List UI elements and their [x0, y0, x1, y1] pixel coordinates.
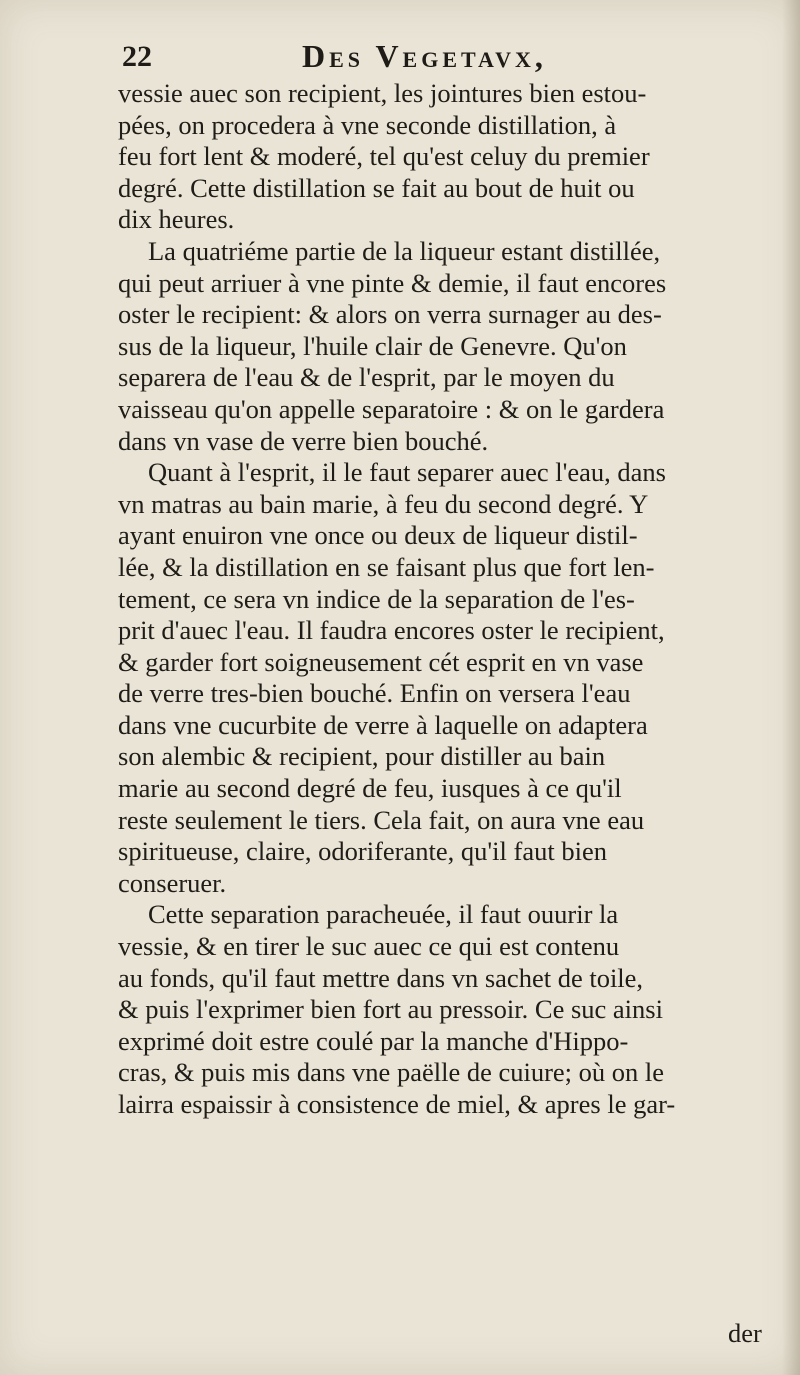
- paragraph-4: Cette separation paracheuée, il faut ouurir la vessie, & en tirer le suc auec ce qui est contenu au fonds, qu'il faut mettre dans vn sachet de toile, & puis l'exprimer bien fort au pressoir. Ce suc ainsi exprimé doit estre coulé par la manche d'Hippo- cras, & puis mis dans vne paëlle de cuiure; où on le lairra espaissir à consistence de miel, & apres le gar-: [118, 899, 676, 1119]
- paragraph-1: vessie auec son recipient, les jointures bien estou- pées, on procedera à vne seconde distillation, à feu fort lent & moderé, tel qu'est celuy du premier degré. Cette distillation se fait au bout de huit ou dix heures.: [118, 78, 650, 235]
- body-text: [118, 78, 786, 1121]
- paragraph-3: Quant à l'esprit, il le faut separer auec l'eau, dans vn matras au bain marie, à feu du second degré. Y ayant enuiron vne once ou deux de liqueur distil- lée, & la distillation en se faisant plus que fort len- tement, ce sera vn indice de la separation de l'es- prit d'auec l'eau. Il faudra encores oster le recipient, & garder fort soigneusement cét esprit en vn vase de verre tres-bien bouché. Enfin on versera l'eau dans vne cucurbite de verre à laquelle on adaptera son alembic & recipient, pour distiller au bain marie au second degré de feu, iusques à ce qu'il reste seulement le tiers. Cela fait, on aura vne eau spiritueuse, claire, odoriferante, qu'il faut bien conseruer.: [118, 457, 666, 898]
- paragraph-2: La quatriéme partie de la liqueur estant distillée, qui peut arriuer à vne pinte & demie, il faut encores oster le recipient: & alors on verra surnager au des- sus de la liqueur, l'huile clair de Genevre. Qu'on separera de l'eau & de l'esprit, par le moyen du vaisseau qu'on appelle separatoire : & on le gardera dans vn vase de verre bien bouché.: [118, 235, 667, 456]
- catchword: der: [728, 1318, 762, 1348]
- page-number: 22: [122, 40, 152, 73]
- running-title: Des Vegetavx,: [302, 38, 547, 74]
